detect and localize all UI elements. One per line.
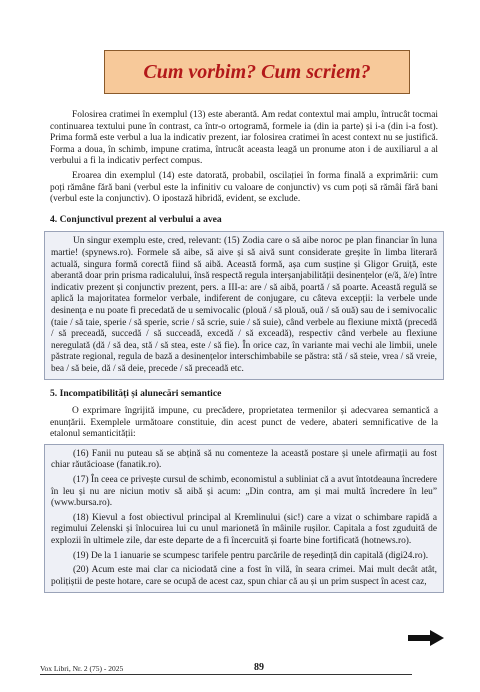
paragraph-cratima: Folosirea cratimei în exemplul (13) este aberantă. Am redat contextul mai amplu, întrucât tocmai continuarea textului pune în contrast, ca într-o ortogramă, formele ia (din ia parte) și i-a (din i-a fost). Prima formă este verbul a lua la indicativ prezent, iar folosirea cratimei în acest context nu se justifică. Forma a doua, în schimb, impune cratima, întrucât aceasta leagă un pronume aton i de auxiliarul a al verbului a fi la indicativ perfect compus. xyxy=(50,110,438,167)
next-page-arrow-icon xyxy=(408,630,444,646)
paragraph-eroarea: Eroarea din exemplul (14) este datorată, probabil, oscilației în forma finală a exprimării: cum poți rămâne fără bani (verbul este la infinitiv cu valoare de conjunctiv) vs cum poți să rămâi fără bani (verbul este la conjunctiv). O ipostază hibridă, evident, se exclude. xyxy=(50,170,438,205)
section-heading-4: 4. Conjunctivul prezent al verbului a avea xyxy=(50,213,222,225)
page-number: 89 xyxy=(254,662,264,673)
footer-rule xyxy=(40,674,412,675)
page-title: Cum vorbim? Cum scriem? xyxy=(143,60,371,83)
examples-box xyxy=(44,444,444,594)
paragraph-semantic: O exprimare îngrijită impune, cu precădere, proprietatea termenilor și adecvarea semantică a enunțării. Exemplele următoare constituie, din acest punct de vedere, abateri semnificative de la etalonul semanticității: xyxy=(50,406,438,440)
title-band xyxy=(104,50,410,94)
example-20: (20) Acum este mai clar ca niciodată cine a fost în vilă, în seara crimei. Mai mult decât atât, polițiștii de peste hotare, care se ocupă de acest caz, spun chiar că au și un prim suspect în acest caz, xyxy=(51,565,437,587)
section-heading-5: 5. Incompatibilități și alunecări semantice xyxy=(50,388,222,400)
example-box-15 xyxy=(44,231,444,380)
example-17: (17) În ceea ce privește cursul de schimb, economistul a subliniat că a avut întotdeauna încredere în leu și nu are niciun motiv să aibă și acum: „Din contra, am și mai multă încredere în leu” (www.bursa.ro). xyxy=(51,475,437,509)
example-18: (18) Kievul a fost obiectivul principal al Kremlinului (sic!) care a vizat o schimbare rapidă a regimului Zelenski și înlocuirea lui cu unul marionetă în mâinile rușilor. Capitala a fost zguduită de explozii în ultimele zile, dar este departe de a fi încercuită și foarte bine fortificată (hotnews.ro). xyxy=(51,512,437,546)
example-16: (16) Fanii nu puteau să se abțină să nu comenteze la această postare și unele afirmații au fost chiar răutăcioase (fanatik.ro). xyxy=(51,448,437,471)
page-footer xyxy=(40,660,450,680)
paragraph-conjunctiv: Un singur exemplu este, cred, relevant: (15) Zodia care o să aibe noroc pe plan financiar în luna martie! (spynews.ro). Formele să aibe, să aive și să aivă sunt considerate greșite în limba literară actuală, singura formă corectă fiind să aibă. Această formă, așa cum susține și Gligor Gruiță, este aberantă doar prin prisma radicalului, însă respectă regula interșanjabilității desinențelor (e/ă, ă/e) între indicativ prezent și conjunctiv prezent, pers. a III-a: are / să aibă, poartă / să poarte. Această regulă se aplică la majoritatea formelor verbale, indiferent de conjugare, cu câteva excepții: la verbele unde desinența e nu poate fi precedată de u semivocalic (plouă / să plouă, ouă / să ouă) sau de i semivocalic (taie / să taie, sperie / să sperie, scrie / să scrie, suie / să suie), când verbele au flexiune mixtă (precedă / să preceadă, succedă / să succeadă, excedă / să exceadă), respectiv când verbele au flexiune neregulată (dă / să dea, stă / să stea, este / să fie). În orice caz, în variante mai vechi ale limbii, unele păstrate regional, regula de bază a desinențelor interschimbabile se păstra: stă / să steie, vrea / să vreie, bea / să beie, dă / să deie, precede / să preceadă etc. xyxy=(51,236,437,374)
article-body xyxy=(50,110,438,597)
footer-journal-info: Vox Libri, Nr. 2 (75) - 2025 xyxy=(40,664,124,673)
example-19: (19) De la 1 ianuarie se scumpesc tarifele pentru parcările de reședință din capitală (digi24.ro). xyxy=(73,550,429,561)
